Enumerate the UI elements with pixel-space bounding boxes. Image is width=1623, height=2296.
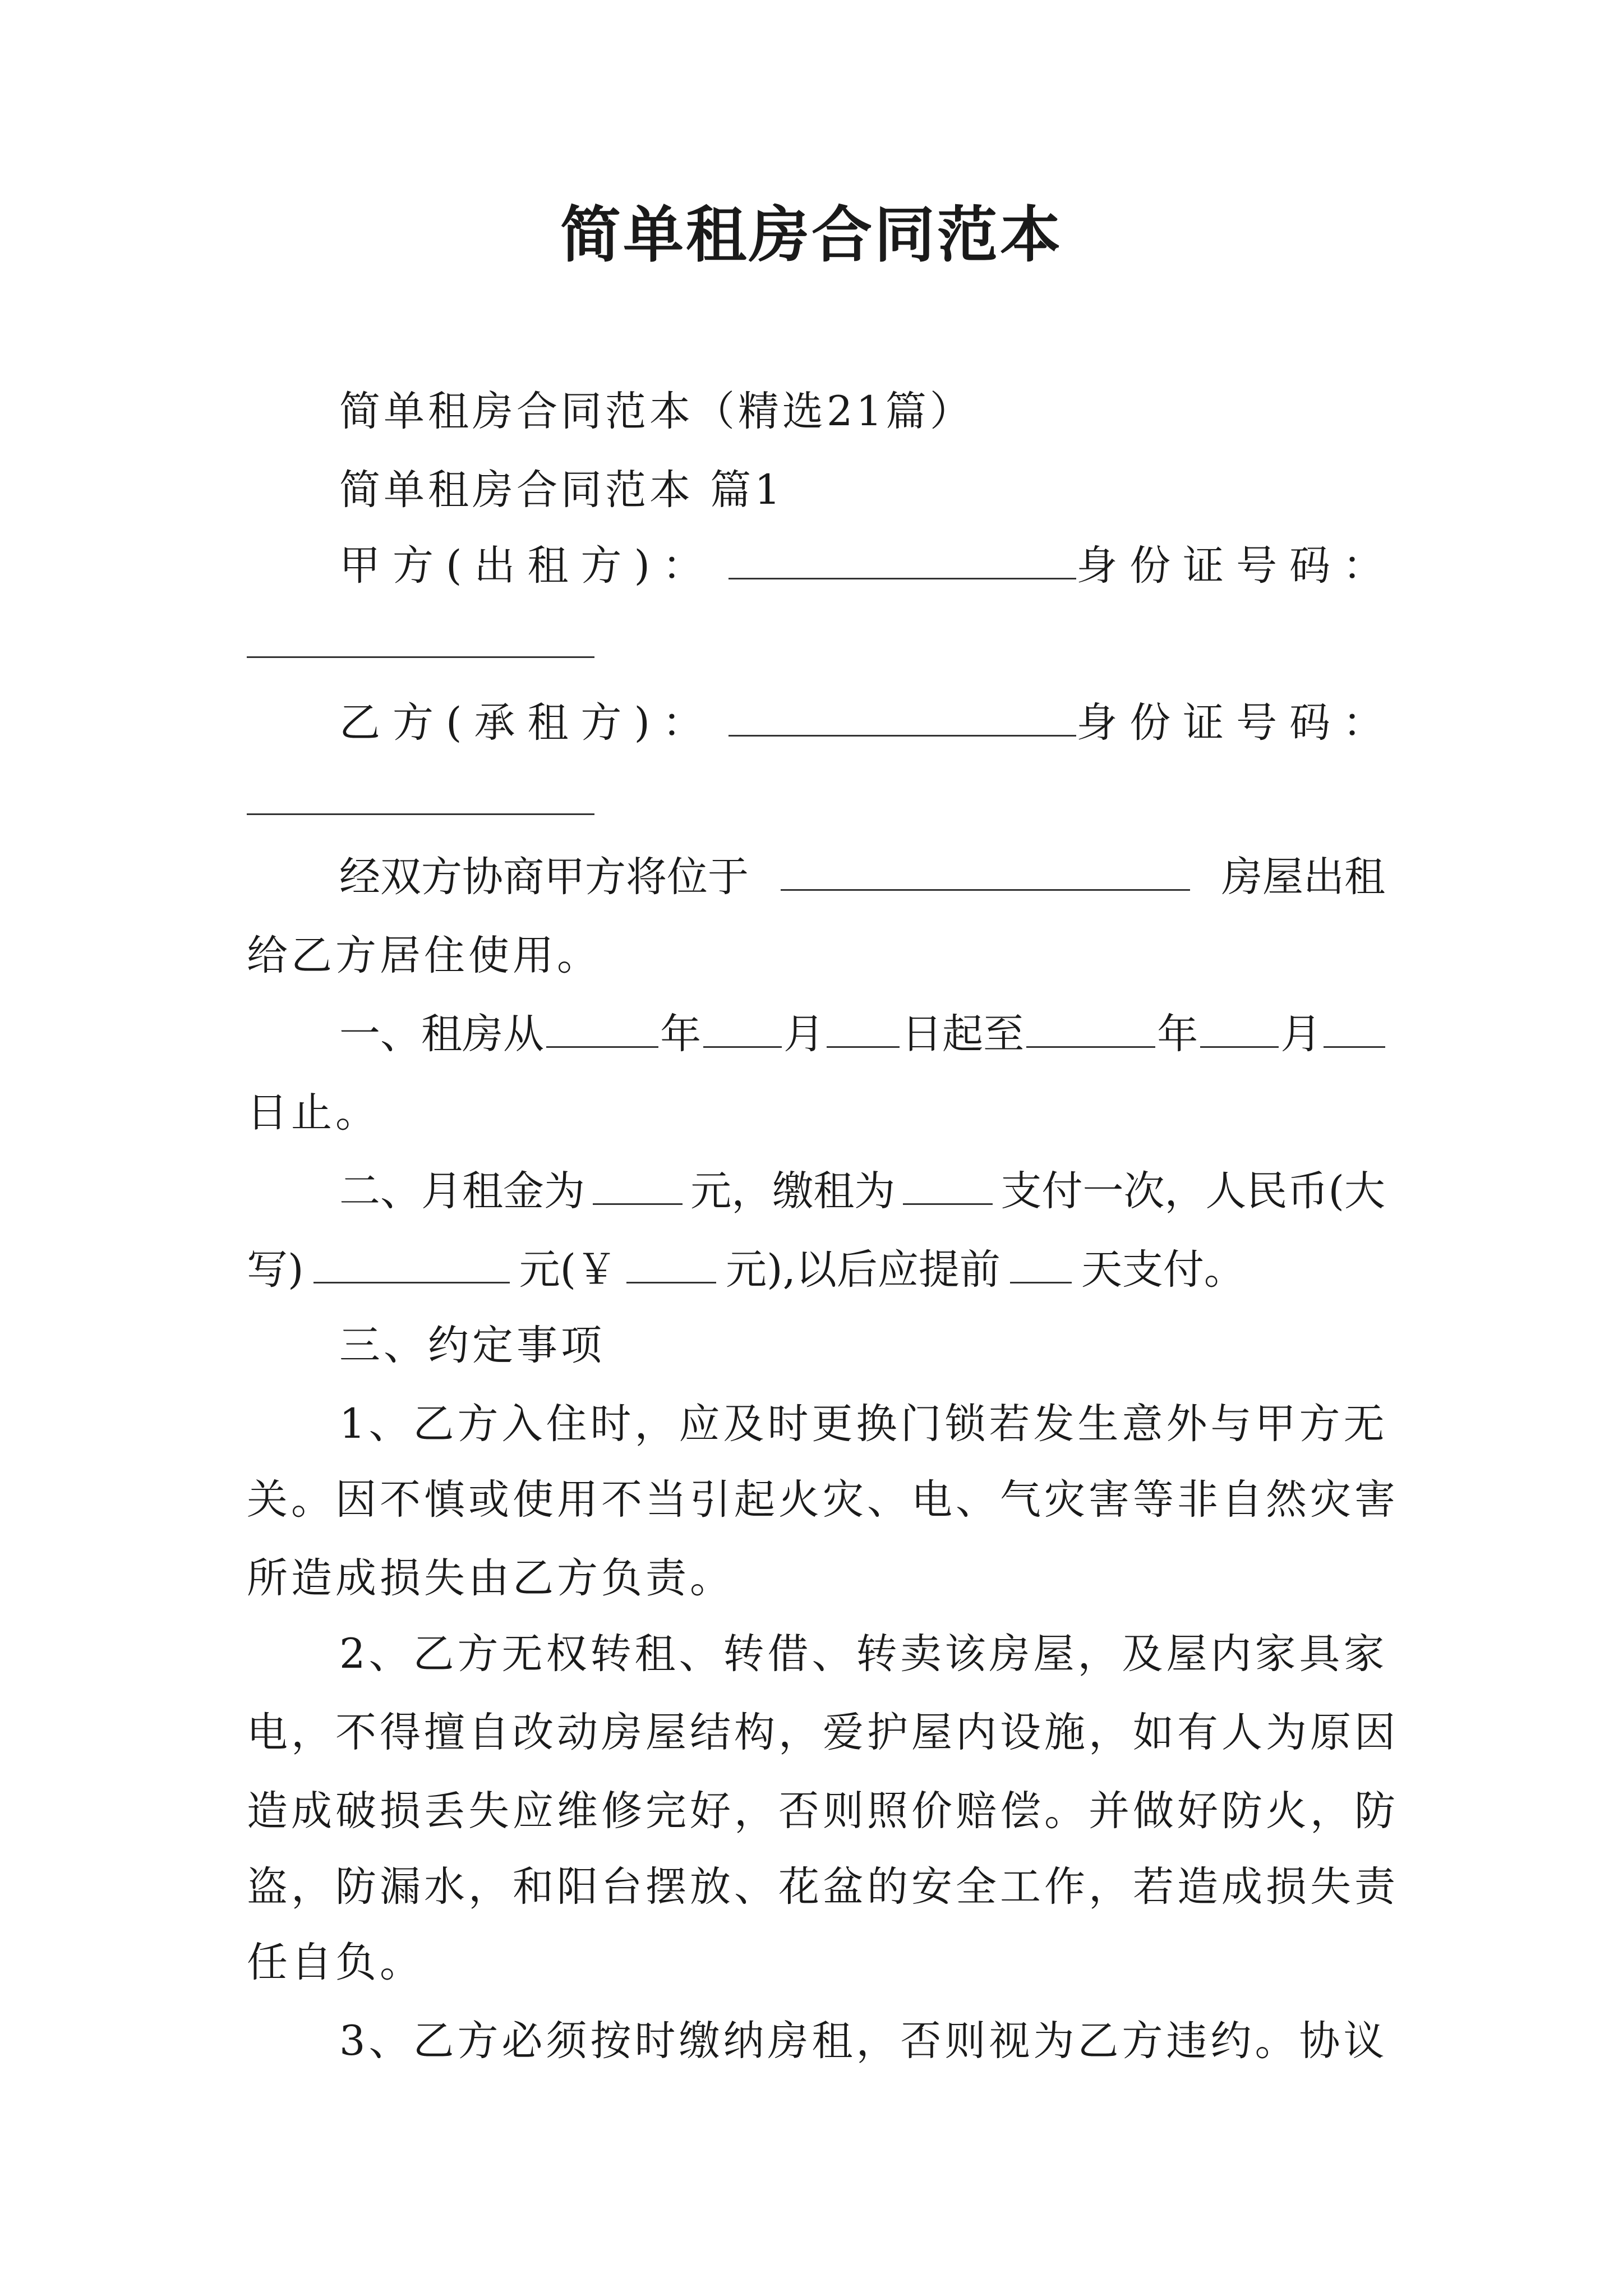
clause2-text-3: 支付一次，人民币(大 xyxy=(1000,1167,1385,1215)
party-a-name-blank xyxy=(728,545,1076,579)
end-year-blank xyxy=(1026,1014,1155,1048)
party-b-name-blank xyxy=(728,702,1076,737)
clause2-line2 xyxy=(247,1245,1245,1295)
party-a-id-blank xyxy=(247,656,594,658)
para1-line2: 给乙方居住使用。 xyxy=(247,932,601,979)
party-a-row xyxy=(339,541,1396,591)
party-a-label: 甲方(出租方)： xyxy=(339,542,716,590)
party-a-id-label: 身份证号码： xyxy=(1076,542,1396,590)
advance-days-blank xyxy=(1010,1249,1072,1283)
document-title: 简单租房合同范本 xyxy=(560,200,1063,270)
clause1-line1 xyxy=(339,1010,1385,1059)
clause1-text-6: 月 xyxy=(1280,1010,1322,1058)
item1-line2: 关。因不慎或使用不当引起火灾、电、气灾害等非自然灾害 xyxy=(247,1476,1399,1524)
party-b-label: 乙方(承租方)： xyxy=(339,699,716,747)
clause2-text-7: 天支付。 xyxy=(1081,1246,1245,1294)
end-day-blank xyxy=(1324,1014,1385,1048)
item1-line1: 1、乙方入住时，应及时更换门锁若发生意外与甲方无 xyxy=(339,1400,1388,1448)
clause1-text-2: 年 xyxy=(660,1010,702,1058)
start-year-blank xyxy=(546,1014,658,1048)
clause2-text-6: 元),以后应提前 xyxy=(726,1246,1000,1294)
item2-line1: 2、乙方无权转租、转借、转卖该房屋，及屋内家具家 xyxy=(339,1630,1388,1678)
clause2-text-2: 元，缴租为 xyxy=(690,1167,896,1215)
clause1-text-5: 年 xyxy=(1157,1010,1198,1058)
clause2-text-1: 二、月租金为 xyxy=(339,1167,585,1215)
clause1-text-3: 月 xyxy=(783,1010,825,1058)
subtitle: 简单租房合同范本（精选21篇） xyxy=(339,388,974,435)
clause1-line2: 日止。 xyxy=(247,1089,380,1137)
clause2-text-5: 元(￥ xyxy=(519,1246,617,1294)
payment-period-blank xyxy=(903,1171,993,1205)
monthly-rent-blank xyxy=(593,1171,683,1205)
item2-line2: 电，不得擅自改动房屋结构，爱护屋内设施，如有人为原因 xyxy=(247,1709,1399,1756)
para1-text-b: 房屋出租 xyxy=(1221,853,1385,901)
party-b-id-label: 身份证号码： xyxy=(1076,699,1396,747)
para1-text-a: 经双方协商甲方将位于 xyxy=(339,853,749,901)
item1-line3: 所造成损失由乙方负责。 xyxy=(247,1554,734,1602)
clause2-line1 xyxy=(339,1167,1385,1216)
start-day-blank xyxy=(827,1014,900,1048)
party-b-id-blank xyxy=(247,813,594,815)
end-month-blank xyxy=(1200,1014,1279,1048)
item2-line3: 造成破损丢失应维修完好，否则照价赔偿。并做好防火，防 xyxy=(247,1787,1399,1835)
amount-number-blank xyxy=(626,1249,716,1283)
house-location-blank xyxy=(781,857,1190,891)
clause3-heading: 三、约定事项 xyxy=(339,1322,605,1369)
clause1-text-1: 一、租房从 xyxy=(339,1010,544,1058)
party-b-row xyxy=(339,698,1396,748)
clause2-text-4: 写) xyxy=(247,1246,304,1294)
item2-line5: 任自负。 xyxy=(247,1939,424,1986)
para1-line1 xyxy=(339,853,1385,902)
amount-words-blank xyxy=(313,1249,510,1283)
clause1-text-4: 日起至 xyxy=(901,1010,1025,1058)
item3-line1: 3、乙方必须按时缴纳房租，否则视为乙方违约。协议 xyxy=(339,2017,1388,2065)
item2-line4: 盗，防漏水，和阳台摆放、花盆的安全工作，若造成损失责 xyxy=(247,1863,1399,1911)
start-month-blank xyxy=(703,1014,782,1048)
section-heading: 简单租房合同范本 篇1 xyxy=(339,466,784,514)
